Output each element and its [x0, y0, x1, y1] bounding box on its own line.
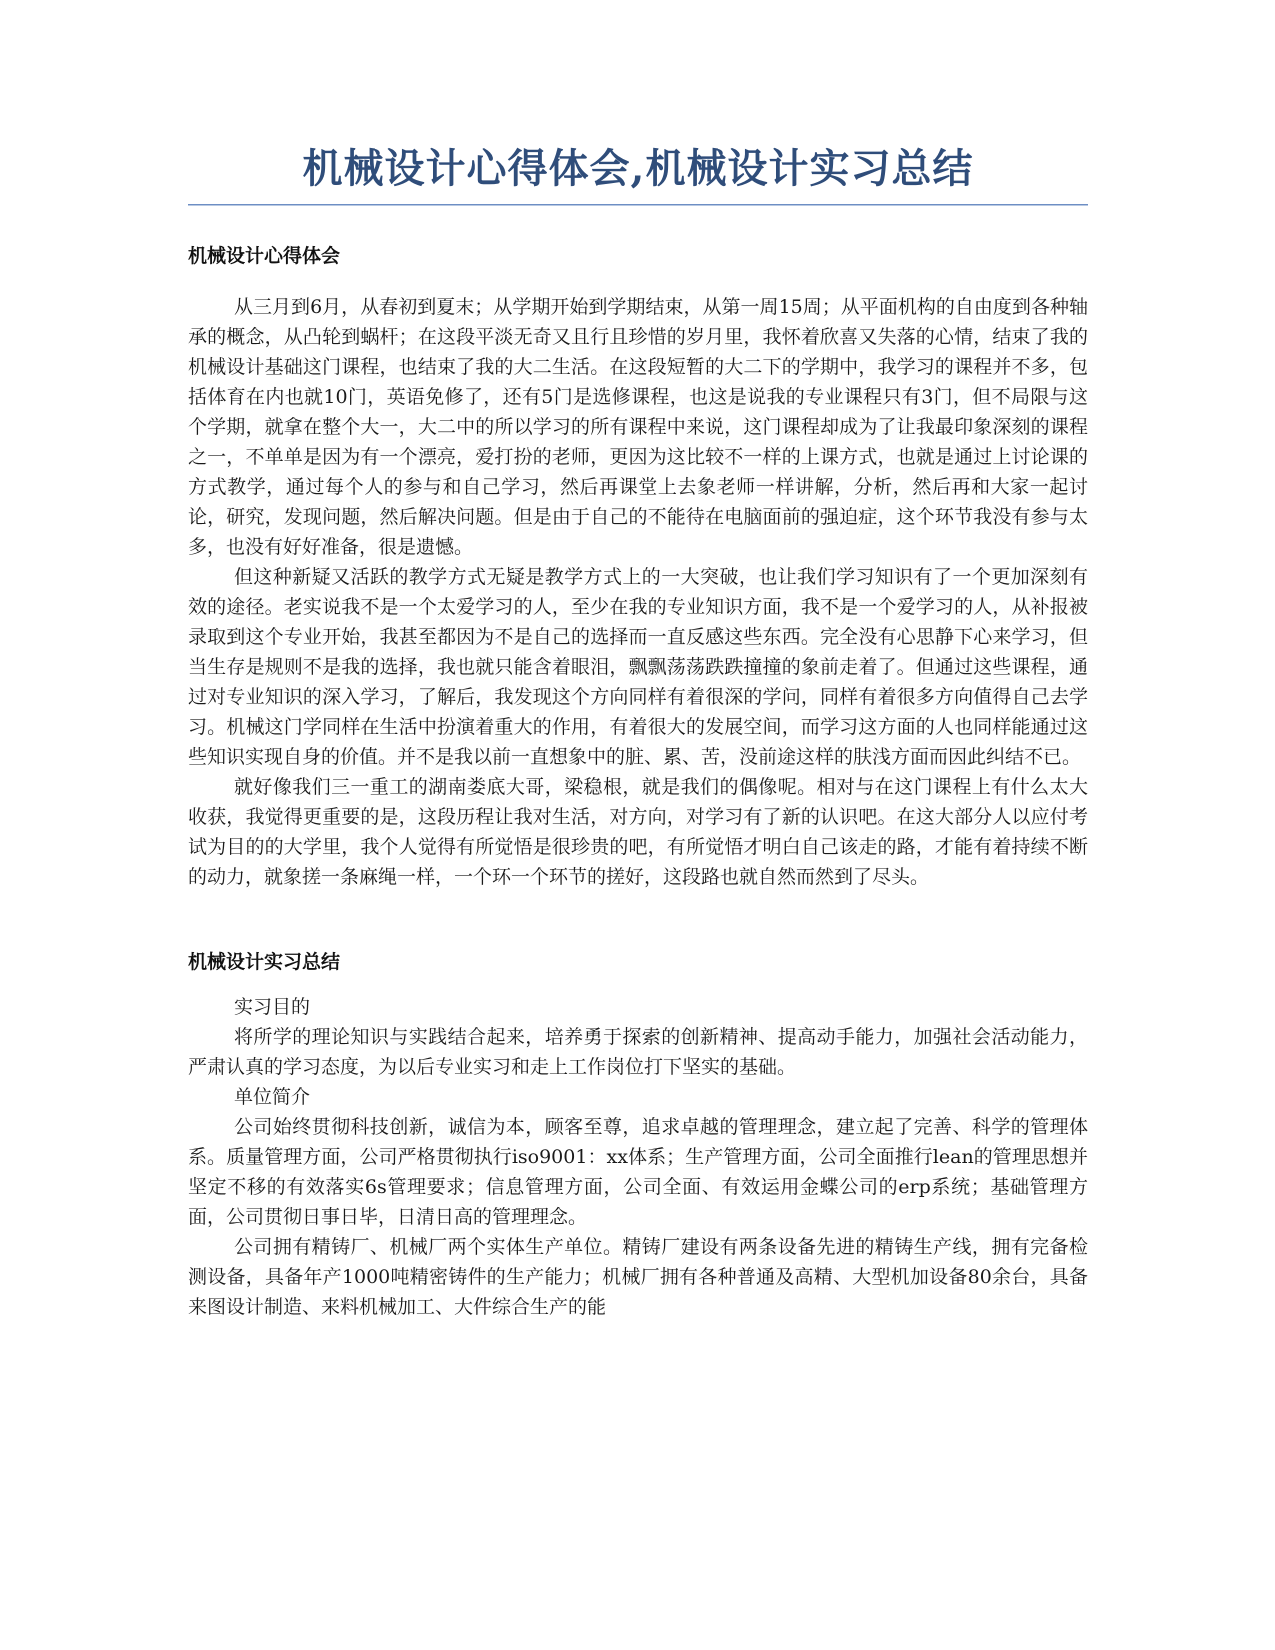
subheading-internship-purpose: 实习目的 [234, 996, 311, 1018]
document-content [188, 140, 1088, 1322]
paragraph: 将所学的理论知识与实践结合起来，培养勇于探索的创新精神、提高动手能力，加强社会活动能力，严肃认真的学习态度，为以后专业实习和走上工作岗位打下坚实的基础。 [188, 1026, 1088, 1078]
paragraph: 就好像我们三一重工的湖南娄底大哥，梁稳根，就是我们的偶像呢。相对与在这门课程上有什么太大收获，我觉得更重要的是，这段历程让我对生活，对方向，对学习有了新的认识吧。在这大部分人以应付考试为目的的大学里，我个人觉得有所觉悟是很珍贵的吧，有所觉悟才明白自己该走的路，才能有着持续不断的动力，就象搓一条麻绳一样，一个环一个环节的搓好，这段路也就自然而然到了尽头。 [188, 776, 1088, 888]
paragraph: 公司始终贯彻科技创新，诚信为本，顾客至尊，追求卓越的管理理念，建立起了完善、科学的管理体系。质量管理方面，公司严格贯彻执行iso9001：xx体系；生产管理方面，公司全面推行lean的管理思想并坚定不移的有效落实6s管理要求；信息管理方面，公司全面、有效运用金蝶公司的erp系统；基础管理方面，公司贯彻日事日毕，日清日高的管理理念。 [188, 1116, 1088, 1228]
paragraph: 公司拥有精铸厂、机械厂两个实体生产单位。精铸厂建设有两条设备先进的精铸生产线，拥有完备检测设备，具备年产1000吨精密铸件的生产能力；机械厂拥有各种普通及高精、大型机加设备80余台，具备来图设计制造、来料机械加工、大件综合生产的能 [188, 1236, 1088, 1318]
paragraph: 但这种新疑又活跃的教学方式无疑是教学方式上的一大突破，也让我们学习知识有了一个更加深刻有效的途径。老实说我不是一个太爱学习的人，至少在我的专业知识方面，我不是一个爱学习的人，从补报被录取到这个专业开始，我甚至都因为不是自己的选择而一直反感这些东西。完全没有心思静下心来学习，但当生存是规则不是我的选择，我也就只能含着眼泪，飘飘荡荡跌跌撞撞的象前走着了。但通过这些课程，通过对专业知识的深入学习，了解后，我发现这个方向同样有着很深的学问，同样有着很多方向值得自己去学习。机械这门学同样在生活中扮演着重大的作用，有着很大的发展空间，而学习这方面的人也同样能通过这些知识实现自身的价值。并不是我以前一直想象中的脏、累、苦，没前途这样的肤浅方面而因此纠结不已。 [188, 566, 1088, 768]
document-title: 机械设计心得体会,机械设计实习总结 [302, 145, 974, 192]
section-heading: 机械设计心得体会 [188, 245, 341, 267]
section-heading: 机械设计实习总结 [188, 951, 341, 973]
section-internship-summary [188, 948, 1088, 1322]
section-design-reflection [188, 242, 1088, 892]
section-spacer [188, 892, 1088, 948]
paragraph: 从三月到6月，从春初到夏末；从学期开始到学期结束，从第一周15周；从平面机构的自由度到各种轴承的概念，从凸轮到蜗杆；在这段平淡无奇又且行且珍惜的岁月里，我怀着欣喜又失落的心情，结束了我的机械设计基础这门课程，也结束了我的大二生活。在这段短暂的大二下的学期中，我学习的课程并不多，包括体育在内也就10门，英语免修了，还有5门是选修课程，也这是说我的专业课程只有3门，但不局限与这个学期，就拿在整个大一，大二中的所以学习的所有课程中来说，这门课程却成为了让我最印象深刻的课程之一，不单单是因为有一个漂亮，爱打扮的老师，更因为这比较不一样的上课方式，也就是通过上讨论课的方式教学，通过每个人的参与和自己学习，然后再课堂上去象老师一样讲解，分析，然后再和大家一起讨论，研究，发现问题，然后解决问题。但是由于自己的不能待在电脑面前的强迫症，这个环节我没有参与太多，也没有好好准备，很是遗憾。 [188, 296, 1088, 558]
subheading-company-profile: 单位简介 [234, 1086, 311, 1108]
title-underline [188, 204, 1088, 206]
